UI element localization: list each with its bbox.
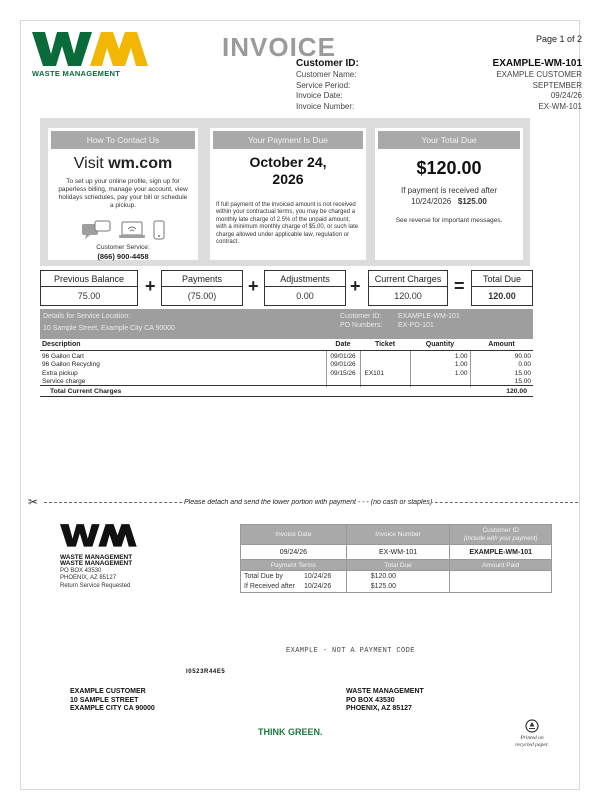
amount-item: 15.00 — [514, 378, 531, 385]
if-received-date: 10/24/26 — [304, 582, 332, 590]
quantity-item: 1.00 — [454, 369, 468, 377]
service-period-value: SEPTEMBER — [532, 80, 582, 90]
plus-sign-1: + — [145, 276, 156, 296]
header-labels — [296, 58, 359, 112]
invoice-number-value: EX-WM-101 — [538, 101, 582, 111]
not-payment-code: EXAMPLE - NOT A PAYMENT CODE — [286, 647, 415, 655]
total-due-label: Total Due — [472, 271, 532, 287]
remit-customer-id-sub: (Include with your payment) — [463, 535, 538, 542]
equals-sign: = — [454, 276, 465, 296]
customer-name-label: Customer Name: — [296, 70, 357, 79]
wm-logo-icon — [32, 32, 150, 68]
devices-illustration — [48, 218, 198, 240]
dates-cell — [326, 350, 360, 387]
due-date — [210, 154, 366, 188]
description-item: Extra pickup — [42, 369, 78, 377]
detach-line — [28, 499, 584, 511]
total-due-by-label: Total Due by — [244, 573, 283, 580]
remit-addr-line2: PHOENIX, AZ 85127 — [60, 575, 117, 582]
customer-mailing-address — [70, 688, 155, 714]
wm-addr-line1: WASTE MANAGEMENT — [346, 688, 424, 695]
current-charges-value: 120.00 — [394, 291, 422, 301]
website-link[interactable]: wm.com — [108, 155, 173, 172]
col-description: Description — [40, 340, 326, 350]
remit-customer-id-header — [450, 525, 552, 545]
visit-line — [48, 155, 198, 173]
detach-message: Please detach and send the lower portion with payment - - - (no cash or staples) — [184, 499, 433, 506]
payments-label: Payments — [162, 271, 242, 287]
amount-item: 0.00 — [518, 361, 531, 368]
total-current-charges-value: 120.00 — [506, 388, 527, 395]
location-po-value: EX-PO-101 — [398, 322, 434, 329]
description-item: 96 Gallon Cart — [42, 352, 84, 360]
total-current-charges-label: Total Current Charges — [50, 388, 122, 395]
charges-body-row — [40, 350, 533, 387]
total-due-heading: Your Total Due — [378, 131, 520, 149]
remit-logo-icon — [60, 524, 138, 548]
page-number: Page 1 of 2 — [535, 34, 582, 44]
total-due-amount: $120.00 — [416, 158, 482, 178]
plus-sign-2: + — [248, 276, 259, 296]
see-reverse-note: See reverse for important messages. — [395, 217, 503, 224]
total-due-box — [375, 128, 523, 260]
customer-id-value: EXAMPLE-WM-101 — [492, 58, 582, 69]
amount-paid-label: Amount Paid — [450, 560, 552, 571]
ticket-item: EX101 — [364, 369, 385, 377]
visit-prefix: Visit — [73, 155, 109, 172]
remit-logo-text: WASTE MANAGEMENT — [60, 554, 133, 561]
cust-addr-line2: 10 SAMPLE STREET — [70, 696, 139, 704]
cust-addr-line1: EXAMPLE CUSTOMER — [70, 688, 146, 695]
wm-mailing-address — [346, 688, 424, 714]
after-date: 10/24/2026 — [411, 197, 452, 206]
remit-customer-id-label: Customer ID — [482, 526, 519, 534]
adjustments-value: 0.00 — [296, 291, 314, 301]
invoice-title: INVOICE — [222, 32, 336, 62]
total-current-charges-row — [40, 385, 533, 397]
description-item: Service charge — [42, 378, 86, 385]
recycled-paper-note — [510, 719, 554, 748]
if-received-amount: $125.00 — [370, 582, 397, 590]
after-label: If payment is received after — [400, 186, 498, 195]
remit-addr-line1: PO BOX 43530 — [60, 568, 102, 575]
payment-terms-cell — [241, 571, 347, 593]
service-location-address: 10 Sample Street, Example City CA 90000 — [43, 325, 175, 332]
contact-heading: How To Contact Us — [51, 131, 195, 149]
wm-addr-line3: PHOENIX, AZ 85127 — [346, 705, 412, 712]
charges-table — [40, 340, 533, 387]
laptop-wifi-icon — [119, 220, 145, 240]
remit-total-due-cell — [346, 571, 450, 593]
remit-terms-row — [241, 571, 552, 593]
remit-invoice-number-value: EX-WM-101 — [346, 545, 450, 560]
remit-header-row-2 — [241, 560, 552, 571]
col-quantity: Quantity — [410, 340, 470, 350]
payments-value: (75.00) — [187, 291, 217, 301]
current-charges-cell — [368, 270, 448, 306]
ticket-cell — [360, 350, 410, 387]
previous-balance-label: Previous Balance — [41, 271, 137, 287]
remit-address — [60, 560, 132, 590]
invoice-date-value: 09/24/26 — [550, 91, 582, 100]
col-date: Date — [326, 340, 360, 350]
total-due-value: 120.00 — [488, 291, 516, 301]
recycled-line2: recycled paper. — [515, 741, 549, 748]
barcode-number: I0523R44E5 — [186, 669, 226, 675]
quantity-item: 1.00 — [454, 352, 468, 360]
remit-customer-id-value: EXAMPLE-WM-101 — [450, 545, 552, 560]
remit-addr-line3: Return Service Requested — [60, 582, 131, 589]
header-values — [493, 58, 582, 112]
amount-item: 90.00 — [514, 352, 531, 360]
total-due-by-date: 10/24/26 — [304, 573, 332, 580]
recycled-line1: Printed on — [520, 735, 544, 742]
plus-sign-3: + — [350, 276, 361, 296]
remit-invoice-number-label: Invoice Number — [346, 525, 450, 545]
amount-paid-field[interactable] — [450, 571, 552, 593]
payments-cell — [161, 270, 243, 306]
remittance-table — [240, 524, 552, 593]
customer-id-label: Customer ID: — [296, 58, 359, 69]
total-due-cell — [471, 270, 533, 306]
if-received-label: If Received after — [244, 582, 295, 590]
quantity-item: 1.00 — [454, 361, 468, 368]
think-green-slogan: THINK GREEN. — [258, 727, 323, 737]
total-due-by-amount: $120.00 — [370, 573, 397, 580]
previous-balance-value: 75.00 — [77, 291, 101, 301]
payment-due-heading: Your Payment Is Due — [213, 131, 363, 149]
wm-logo — [32, 32, 150, 78]
previous-balance-cell — [40, 270, 138, 306]
scissors-icon: ✂ — [28, 499, 39, 509]
chat-icon — [81, 220, 111, 240]
location-customer-id-label: Customer ID: — [340, 313, 382, 320]
col-amount: Amount — [470, 340, 533, 350]
description-item: 96 Gallon Recycling — [42, 361, 100, 368]
remit-addr-name: WASTE MANAGEMENT — [60, 560, 133, 567]
phone-icon — [153, 220, 165, 240]
due-date-line2: 2026 — [272, 171, 304, 187]
invoice-number-label: Invoice Number: — [296, 101, 355, 111]
invoice-date-label: Invoice Date: — [296, 91, 343, 100]
late-charge-note: If full payment of the invoiced amount is not received within your contractual terms, you may be charged a monthly late charge of 2.5% of the unpaid amount, with a minimum monthly charge of $5.00, or such late charge allowed under applicable law, regulation or contract. — [216, 202, 359, 246]
remit-wm-logo — [60, 524, 138, 561]
quantities-cell — [410, 350, 470, 387]
customer-service-label: Customer Service: — [96, 244, 150, 251]
late-payment-info — [375, 185, 523, 207]
due-date-line1: October 24, — [249, 154, 327, 170]
adjustments-label: Adjustments — [265, 271, 345, 287]
service-location-label: Details for Service Location: — [43, 313, 131, 320]
charges-header-row — [40, 340, 533, 350]
location-customer-id-value: EXAMPLE-WM-101 — [398, 313, 460, 320]
logo-text: WASTE MANAGEMENT — [32, 69, 121, 78]
descriptions-cell — [40, 350, 326, 387]
adjustments-cell — [264, 270, 346, 306]
service-location-bar — [40, 309, 533, 339]
amount-item: 15.00 — [514, 369, 531, 377]
current-charges-label: Current Charges — [369, 271, 447, 287]
payment-due-box — [210, 128, 366, 260]
contact-box — [48, 128, 198, 260]
date-item: 09/01/26 — [330, 361, 356, 368]
contact-description: To set up your online profile, sign up for paperless billing, manage your account, view holidays schedules, pay your bill or schedule a pickup. — [58, 178, 188, 209]
cust-addr-line3: EXAMPLE CITY CA 90000 — [70, 705, 155, 712]
payment-terms-label: Payment Terms — [241, 560, 347, 571]
remit-invoice-date-value: 09/24/26 — [241, 545, 347, 560]
customer-name-value: EXAMPLE CUSTOMER — [496, 70, 582, 79]
wm-addr-line2: PO BOX 43530 — [346, 696, 395, 704]
customer-service-phone[interactable]: (866) 900-4458 — [97, 252, 149, 261]
amounts-cell — [470, 350, 533, 387]
remit-invoice-date-label: Invoice Date — [241, 525, 347, 545]
date-item: 09/01/26 — [330, 352, 356, 360]
remit-header-row — [241, 525, 552, 545]
date-item: 09/15/26 — [330, 369, 356, 377]
recycle-icon — [525, 719, 539, 733]
col-ticket: Ticket — [360, 340, 410, 350]
service-period-label: Service Period: — [296, 80, 351, 90]
remit-total-due-label: Total Due — [346, 560, 450, 571]
location-po-label: PO Numbers: — [340, 322, 383, 329]
after-amount: $125.00 — [457, 197, 487, 206]
remit-value-row — [241, 545, 552, 560]
